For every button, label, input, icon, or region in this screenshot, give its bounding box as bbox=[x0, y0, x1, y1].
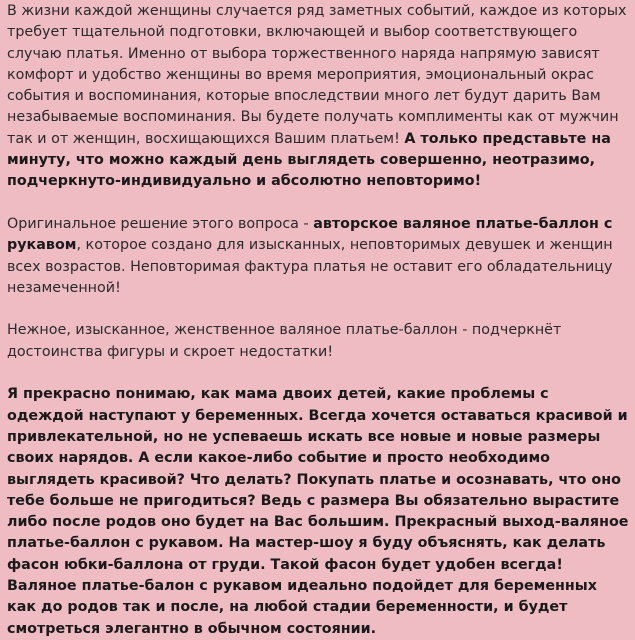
solution-description: , которое создано для изысканных, неповторимых девушек и женщин всех возрастов. Неповторимая фактура платья не оставит его обладательницу незамеченной! bbox=[7, 237, 613, 296]
solution-product-name: авторское валяное платье-баллон с рукавом bbox=[7, 215, 613, 254]
paragraph-solution bbox=[7, 214, 629, 299]
solution-lead: Оригинальное решение этого вопроса - bbox=[7, 215, 314, 232]
paragraph-maternity bbox=[7, 384, 629, 640]
intro-emphasis: А только представьте на минуту, что можно каждый день выглядеть совершенно, неотразимо, подчеркнуто-индивидуально и абсолютно неповторимо! bbox=[7, 130, 611, 190]
intro-text: В жизни каждой женщины случается ряд заметных событий, каждое из которых требует тщательной подготовки, включающей и выбор соответствующего случаю платья. Именно от выбора торжественного наряда напрямую зависят комфорт и удобство женщины во время мероприятия, эмоциональный окрас события и воспоминания, которые впоследствии много лет будут дарить Вам незабываемые воспоминания. Вы будете получать комплименты как от мужчин так и от женщин, восхищающихся Вашим платьем! bbox=[7, 3, 627, 147]
paragraph-benefits bbox=[7, 320, 629, 363]
paragraph-intro bbox=[7, 1, 629, 193]
benefits-text: Нежное, изысканное, женственное валяное платье-баллон - подчеркнёт достоинства фигуры и скроет недостатки! bbox=[7, 322, 562, 360]
maternity-text: Я прекрасно понимаю, как мама двоих детей, какие проблемы с одеждой наступают у беременных. Всегда хочется оставаться красивой и привлекательной, но не успеваешь искать все новые и новые размеры своих нарядов. А если какое-либо событие и просто необходимо выглядеть красивой? Что делать? Покупать платье и осознавать, что оно тебе больше не пригодиться? Ведь с размера Вы обязательно вырастите либо после родов оно будет на Вас большим. Прекрасный выход-валяное платье-баллон с рукавом. На мастер-шоу я буду объяснять, как делать фасон юбки-баллона от груди. Такой фасон будет удобен всегда! Валяное платье-балон с рукавом идеально подойдет для беременных как до родов так и после, на любой стадии беременности, и будет смотреться элегантно в обычном состоянии. bbox=[7, 386, 629, 637]
